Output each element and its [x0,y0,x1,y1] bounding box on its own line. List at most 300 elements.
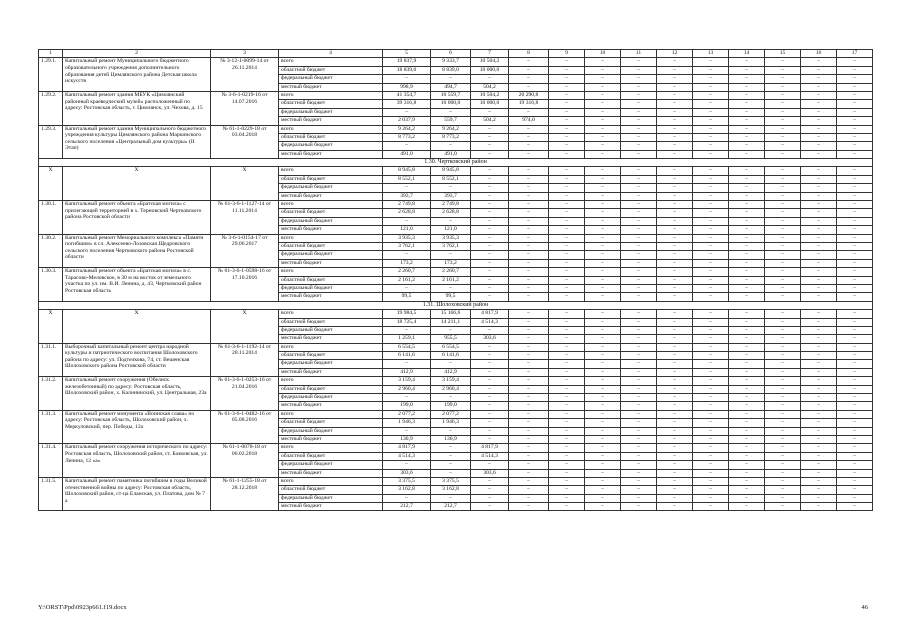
dash-cell: – [729,184,765,192]
dash-cell: – [837,385,873,393]
dash-cell: – [837,58,873,66]
dash-cell: – [729,469,765,477]
dash-cell: – [657,75,693,83]
dash-cell: – [471,184,509,192]
dash-cell: – [549,352,585,360]
dash-cell: – [585,352,621,360]
dash-cell: – [621,435,657,443]
dash-cell: – [471,410,509,418]
amount-cell: 8 773,2 [431,133,471,141]
dash-cell: – [509,343,549,351]
expertise-document: № 61-3-6-1-0482-16 от 05.08.2016 [211,410,279,444]
district-title: 1.30. Чертковский район [39,159,873,167]
dash-cell: – [765,360,801,368]
dash-cell: – [765,494,801,502]
funding-source: местный бюджет [279,117,383,125]
amount-cell: 173,2 [431,259,471,267]
dash-cell: – [837,201,873,209]
object-funding-row [39,410,873,418]
funding-source: областной бюджет [279,175,383,183]
dash-cell: – [657,326,693,334]
dash-cell: – [621,125,657,133]
amount-cell: 3 935,3 [431,234,471,242]
dash-cell: – [765,310,801,318]
amount-cell: 2 260,7 [431,268,471,276]
dash-cell: – [471,217,509,225]
dash-cell: – [509,461,549,469]
dash-cell: – [801,234,837,242]
dash-cell: – [801,326,837,334]
amount-cell: 491,0 [383,150,431,158]
dash-cell: – [585,284,621,292]
funding-source: федеральный бюджет [279,494,383,502]
amount-cell: 3 159,4 [431,377,471,385]
dash-cell: – [657,444,693,452]
amount-cell: – [431,461,471,469]
dash-cell: – [549,452,585,460]
amount-cell: 6 554,5 [383,343,431,351]
object-number: 1.31.4. [39,444,63,478]
dash-cell: – [837,133,873,141]
expertise-document: № 61-1-0229-18 от 03.04.2018 [211,125,279,159]
amount-cell: 18 839,0 [383,66,431,74]
dash-cell: – [509,209,549,217]
dash-cell: – [585,251,621,259]
dash-cell: – [509,268,549,276]
expertise-document: № 61-3-6-1-1127-14 от 11.11.2014 [211,201,279,235]
dash-cell: – [509,242,549,250]
dash-cell: – [549,108,585,116]
amount-cell: 10 504,2 [471,91,509,99]
dash-cell: – [549,58,585,66]
dash-cell: – [801,452,837,460]
district-title: 1.31. Шолоховский район [39,301,873,309]
object-funding-row [39,91,873,99]
dash-cell: – [621,452,657,460]
dash-cell: – [657,385,693,393]
dash-cell: – [621,91,657,99]
dash-cell: – [729,100,765,108]
object-name: Капитальный ремонт здания Муниципального бюджетного учреждения культуры Цимлянского района Маркинского сельского поселения «Центральный дом культуры» (II Этап) [63,125,211,159]
dash-cell: – [621,192,657,200]
dash-cell: – [837,268,873,276]
dash-cell: – [471,394,509,402]
dash-cell: – [657,503,693,511]
dash-cell: – [729,461,765,469]
funding-source: областной бюджет [279,242,383,250]
dash-cell: – [765,251,801,259]
amount-cell: 2 960,4 [431,385,471,393]
dash-cell: – [729,435,765,443]
funding-source: федеральный бюджет [279,284,383,292]
dash-cell: – [509,352,549,360]
dash-cell: – [585,58,621,66]
dash-cell: – [471,385,509,393]
dash-cell: – [509,276,549,284]
dash-cell: – [657,310,693,318]
dash-cell: – [621,58,657,66]
funding-source: областной бюджет [279,419,383,427]
dash-cell: – [549,192,585,200]
dash-cell: – [693,251,729,259]
dash-cell: – [621,377,657,385]
dash-cell: – [585,452,621,460]
dash-cell: – [657,66,693,74]
dash-cell: – [765,242,801,250]
dash-cell: – [471,226,509,234]
dash-cell: – [765,234,801,242]
funding-source: всего [279,343,383,351]
dash-cell: – [693,402,729,410]
dash-cell: – [471,192,509,200]
dash-cell: – [693,452,729,460]
dash-cell: – [801,368,837,376]
amount-cell: 19 316,8 [509,100,549,108]
amount-cell: 20 290,8 [509,91,549,99]
column-number: 2 [63,50,211,58]
dash-cell: – [549,268,585,276]
amount-cell: – [431,427,471,435]
amount-cell: – [431,184,471,192]
object-name: Капитальный ремонт объекта «Братская могила» в с. Тарасово-Меловское, в 30 м на восток от земельного участка по ул. им. В.И. Ленина, д. 43, Чертковский район Ростовская область [63,268,211,302]
dash-cell: – [837,209,873,217]
dash-cell: – [549,360,585,368]
dash-cell: – [509,477,549,485]
dash-cell: – [471,284,509,292]
funding-source: федеральный бюджет [279,75,383,83]
column-number: 13 [693,50,729,58]
dash-cell: – [693,209,729,217]
dash-cell: – [585,394,621,402]
dash-cell: – [801,209,837,217]
dash-cell: – [621,133,657,141]
dash-cell: – [765,117,801,125]
object-funding-row [39,444,873,452]
dash-cell: – [509,175,549,183]
dash-cell: – [729,402,765,410]
column-number: 14 [729,50,765,58]
amount-cell: – [383,494,431,502]
dash-cell: – [765,217,801,225]
dash-cell: – [509,452,549,460]
dash-cell: – [693,427,729,435]
amount-cell: – [431,452,471,460]
dash-cell: – [509,83,549,91]
footer-file-path: Y:\ORST\Ppd\0923p661.f19.docx [38,604,127,611]
dash-cell: – [801,150,837,158]
object-number: 1.29.1. [39,58,63,92]
dash-cell: – [729,175,765,183]
dash-cell: – [729,276,765,284]
dash-cell: – [585,184,621,192]
dash-cell: – [729,419,765,427]
dash-cell: – [729,352,765,360]
expertise-document: № 3-6-1-0219-16 от 14.07.2016 [211,91,279,125]
amount-cell: 19 984,5 [383,310,431,318]
dash-cell: – [657,251,693,259]
amount-cell: 2 161,2 [431,276,471,284]
amount-cell: 393,7 [383,192,431,200]
dash-cell: – [837,150,873,158]
dash-cell: – [837,125,873,133]
dash-cell: – [549,242,585,250]
dash-cell: – [509,293,549,301]
dash-cell: – [693,284,729,292]
funding-source: всего [279,125,383,133]
dash-cell: – [729,494,765,502]
dash-cell: – [801,125,837,133]
dash-cell: – [549,91,585,99]
dash-cell: – [509,419,549,427]
dash-cell: – [693,310,729,318]
expertise-document: № 61-1-0078-18 от 06.02.2018 [211,444,279,478]
dash-cell: – [693,125,729,133]
dash-cell: – [693,410,729,418]
dash-cell: – [509,125,549,133]
dash-cell: – [693,385,729,393]
dash-cell: – [549,494,585,502]
dash-cell: – [837,394,873,402]
dash-cell: – [509,150,549,158]
amount-cell: – [383,251,431,259]
dash-cell: – [729,343,765,351]
amount-cell: – [431,217,471,225]
dash-cell: – [801,477,837,485]
dash-cell: – [693,133,729,141]
dash-cell: – [657,142,693,150]
dash-cell: – [621,142,657,150]
x-mark-id: Х [39,310,63,344]
object-number: 1.30.1. [39,201,63,235]
funding-source: областной бюджет [279,100,383,108]
amount-cell: 303,6 [471,335,509,343]
funding-source: всего [279,234,383,242]
dash-cell: – [693,469,729,477]
dash-cell: – [693,486,729,494]
dash-cell: – [657,125,693,133]
funding-source: федеральный бюджет [279,251,383,259]
object-number: 1.29.2. [39,91,63,125]
amount-cell: – [431,394,471,402]
amount-cell: 10 504,2 [471,58,509,66]
dash-cell: – [549,394,585,402]
funding-source: федеральный бюджет [279,184,383,192]
amount-cell: – [431,75,471,83]
column-number: 10 [585,50,621,58]
dash-cell: – [549,133,585,141]
amount-cell: 14 211,1 [431,318,471,326]
expertise-document: № 3-12-1-0099-14 от 26.11.2014 [211,58,279,92]
object-number: 1.30.2. [39,234,63,268]
dash-cell: – [693,100,729,108]
dash-cell: – [471,234,509,242]
column-number-row [39,50,873,58]
amount-cell: 1 946,3 [383,419,431,427]
amount-cell: 10 559,7 [431,91,471,99]
dash-cell: – [729,117,765,125]
amount-cell: 303,6 [471,469,509,477]
dash-cell: – [765,284,801,292]
dash-cell: – [729,377,765,385]
dash-cell: – [657,58,693,66]
dash-cell: – [729,385,765,393]
expertise-document: № 61-3-6-1-0253-16 от 21.04.2016 [211,377,279,411]
dash-cell: – [765,209,801,217]
dash-cell: – [549,142,585,150]
dash-cell: – [657,343,693,351]
dash-cell: – [621,201,657,209]
dash-cell: – [471,368,509,376]
amount-cell: – [383,360,431,368]
dash-cell: – [729,268,765,276]
amount-cell: – [509,108,549,116]
dash-cell: – [621,394,657,402]
dash-cell: – [621,117,657,125]
funding-source: всего [279,444,383,452]
amount-cell: – [383,108,431,116]
dash-cell: – [549,217,585,225]
dash-cell: – [693,268,729,276]
dash-cell: – [729,167,765,175]
dash-cell: – [549,234,585,242]
dash-cell: – [801,310,837,318]
dash-cell: – [549,318,585,326]
amount-cell: 303,6 [383,469,431,477]
dash-cell: – [729,284,765,292]
dash-cell: – [801,335,837,343]
dash-cell: – [657,394,693,402]
dash-cell: – [657,276,693,284]
dash-cell: – [657,268,693,276]
dash-cell: – [657,242,693,250]
funding-source: всего [279,201,383,209]
dash-cell: – [765,477,801,485]
object-name: Капитальный ремонт монумента «Воинская слава» по адресу: Ростовская область, Шолоховский район, х. Меркуловский, пер. Победы, 12а [63,410,211,444]
dash-cell: – [621,385,657,393]
object-funding-row [39,201,873,209]
dash-cell: – [693,184,729,192]
dash-cell: – [693,335,729,343]
dash-cell: – [549,410,585,418]
dash-cell: – [693,201,729,209]
dash-cell: – [837,184,873,192]
dash-cell: – [801,394,837,402]
dash-cell: – [837,310,873,318]
dash-cell: – [729,66,765,74]
amount-cell: 494,7 [431,83,471,91]
dash-cell: – [471,242,509,250]
dash-cell: – [549,117,585,125]
dash-cell: – [549,310,585,318]
dash-cell: – [549,402,585,410]
dash-cell: – [509,410,549,418]
dash-cell: – [729,486,765,494]
funding-source: всего [279,477,383,485]
amount-cell: – [431,326,471,334]
funding-source: областной бюджет [279,318,383,326]
dash-cell: – [585,335,621,343]
column-number: 9 [549,50,585,58]
amount-cell: 9 264,2 [383,125,431,133]
object-number: 1.31.5. [39,477,63,511]
dash-cell: – [765,125,801,133]
dash-cell: – [621,150,657,158]
dash-cell: – [549,377,585,385]
dash-cell: – [585,133,621,141]
dash-cell: – [801,100,837,108]
dash-cell: – [549,226,585,234]
dash-cell: – [585,142,621,150]
dash-cell: – [765,75,801,83]
amount-cell: 3 162,8 [383,486,431,494]
dash-cell: – [471,377,509,385]
dash-cell: – [585,150,621,158]
dash-cell: – [657,284,693,292]
dash-cell: – [621,486,657,494]
object-funding-row [39,268,873,276]
dash-cell: – [509,58,549,66]
amount-cell: 173,2 [383,259,431,267]
amount-cell: 4 514,3 [471,452,509,460]
column-number: 16 [801,50,837,58]
funding-source: федеральный бюджет [279,394,383,402]
dash-cell: – [837,100,873,108]
x-mark-name: Х [63,167,211,201]
dash-cell: – [837,461,873,469]
funding-source: федеральный бюджет [279,108,383,116]
dash-cell: – [471,125,509,133]
dash-cell: – [801,318,837,326]
amount-cell: 2 260,7 [383,268,431,276]
dash-cell: – [729,58,765,66]
dash-cell: – [549,66,585,74]
dash-cell: – [621,184,657,192]
amount-cell: 4 514,3 [471,318,509,326]
dash-cell: – [657,150,693,158]
dash-cell: – [471,268,509,276]
dash-cell: – [801,192,837,200]
object-name: Капитальный ремонт сооружения (Обелиск железобетонный) по адресу: Ростовская область, Шолоховский район, х. Калининский, ул. Центральная, 23а [63,377,211,411]
dash-cell: – [509,310,549,318]
dash-cell: – [621,226,657,234]
dash-cell: – [693,142,729,150]
amount-cell: – [471,326,509,334]
amount-cell: 8 552,1 [431,175,471,183]
dash-cell: – [729,360,765,368]
dash-cell: – [837,427,873,435]
dash-cell: – [801,75,837,83]
dash-cell: – [621,100,657,108]
dash-cell: – [837,276,873,284]
dash-cell: – [801,385,837,393]
district-total-row [39,310,873,318]
dash-cell: – [509,494,549,502]
dash-cell: – [765,83,801,91]
dash-cell: – [693,108,729,116]
dash-cell: – [765,226,801,234]
dash-cell: – [585,125,621,133]
amount-cell: – [383,394,431,402]
dash-cell: – [621,343,657,351]
dash-cell: – [471,133,509,141]
dash-cell: – [657,201,693,209]
dash-cell: – [729,477,765,485]
dash-cell: – [585,226,621,234]
dash-cell: – [585,117,621,125]
object-number: 1.30.3. [39,268,63,302]
dash-cell: – [693,419,729,427]
dash-cell: – [765,335,801,343]
